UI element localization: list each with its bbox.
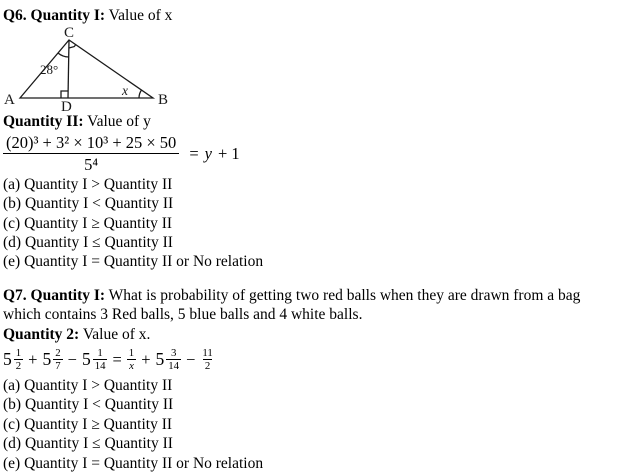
q6-equation-rhs bbox=[189, 144, 239, 163]
q6-fraction-numerator: (20)³ + 3² × 10³ + 25 × 50 bbox=[3, 133, 179, 154]
q7-heading-line2: which contains 3 Red balls, 5 blue balls and 4 white balls. bbox=[3, 306, 363, 324]
q7-heading-label: Q7. Quantity I: bbox=[3, 286, 106, 304]
q7-quantity2-label: Quantity 2: bbox=[3, 325, 80, 343]
whole-number: 5 bbox=[81, 348, 91, 369]
q6-equation bbox=[3, 133, 631, 174]
angle-arc-c-left bbox=[58, 53, 69, 57]
plus-operator: + bbox=[28, 349, 38, 369]
variable-y: y bbox=[204, 143, 212, 163]
mixed-number bbox=[156, 347, 182, 373]
q6-option-d: (d) Quantity I ≤ Quantity II bbox=[3, 234, 173, 252]
fraction-1-over-x: $\frac{1}{x}$ bbox=[128, 346, 135, 373]
variable-x: x bbox=[129, 360, 134, 373]
small-fraction: 1 2 bbox=[15, 346, 22, 373]
small-fraction: 3 14 bbox=[168, 346, 180, 373]
q7-equation bbox=[3, 345, 631, 374]
q6-option-c: (c) Quantity I ≥ Quantity II bbox=[3, 214, 173, 232]
vertex-label-c: C bbox=[64, 26, 75, 42]
mixed-number bbox=[82, 347, 108, 373]
vertex-label-d: D bbox=[61, 99, 72, 113]
vertex-label-a: A bbox=[4, 92, 15, 109]
q6-fraction bbox=[3, 133, 179, 174]
q7-section bbox=[3, 286, 631, 473]
q6-option-a: (a) Quantity I > Quantity II bbox=[3, 175, 173, 193]
q6-option-e: (e) Quantity I = Quantity II or No relation bbox=[3, 253, 264, 271]
whole-number: 5 bbox=[3, 348, 12, 369]
q7-option-b: (b) Quantity I < Quantity II bbox=[3, 396, 174, 414]
mixed-number bbox=[3, 347, 23, 373]
q7-option-d: (d) Quantity I ≤ Quantity II bbox=[3, 435, 173, 453]
minus-operator: − bbox=[186, 349, 196, 369]
vertex-label-b: B bbox=[158, 92, 169, 109]
q7-quantity2-heading bbox=[3, 325, 631, 344]
altitude-cd bbox=[68, 40, 69, 98]
angle-arc-c-right bbox=[69, 45, 76, 48]
equals-sign: = bbox=[112, 349, 122, 369]
q6-fraction-denominator: 5⁴ bbox=[84, 154, 99, 174]
mixed-number bbox=[42, 347, 62, 373]
q7-option-a: (a) Quantity I > Quantity II bbox=[3, 377, 173, 395]
triangle-diagram bbox=[3, 26, 181, 112]
q7-heading bbox=[3, 286, 631, 305]
small-fraction: 1 14 bbox=[94, 346, 106, 373]
angle-label-x: x bbox=[122, 83, 128, 99]
q7-heading-text: What is probability of getting two red balls when they are drawn from a bag bbox=[105, 286, 581, 304]
rhs-rest: + 1 bbox=[217, 143, 240, 163]
q6-heading-label: Q6. Quantity I: bbox=[3, 7, 106, 24]
equals-sign: = bbox=[189, 143, 199, 163]
q7-quantity2-text: Value of x. bbox=[79, 325, 151, 343]
whole-number: 5 bbox=[155, 348, 165, 369]
whole-number: 5 bbox=[42, 348, 52, 369]
q6-heading bbox=[3, 6, 631, 25]
minus-operator: − bbox=[67, 349, 77, 369]
plus-operator: + bbox=[141, 349, 151, 369]
right-angle-mark-d bbox=[61, 91, 68, 98]
q7-option-e: (e) Quantity I = Quantity II or No relation bbox=[3, 454, 264, 472]
q6-heading-text: Value of x bbox=[105, 7, 173, 24]
q7-option-c: (c) Quantity I ≥ Quantity II bbox=[3, 415, 173, 433]
angle-arc-b bbox=[139, 90, 142, 98]
angle-label-28: 28° bbox=[40, 62, 59, 78]
q6-option-b: (b) Quantity I < Quantity II bbox=[3, 195, 174, 213]
fraction-11-over-2: $\frac{11}{2}$ bbox=[202, 346, 213, 373]
small-fraction: 2 7 bbox=[55, 346, 61, 373]
q6-quantity2-text: Value of y bbox=[83, 113, 151, 131]
q6-quantity2-heading bbox=[3, 112, 631, 131]
q6-quantity2-label: Quantity II: bbox=[3, 113, 84, 131]
